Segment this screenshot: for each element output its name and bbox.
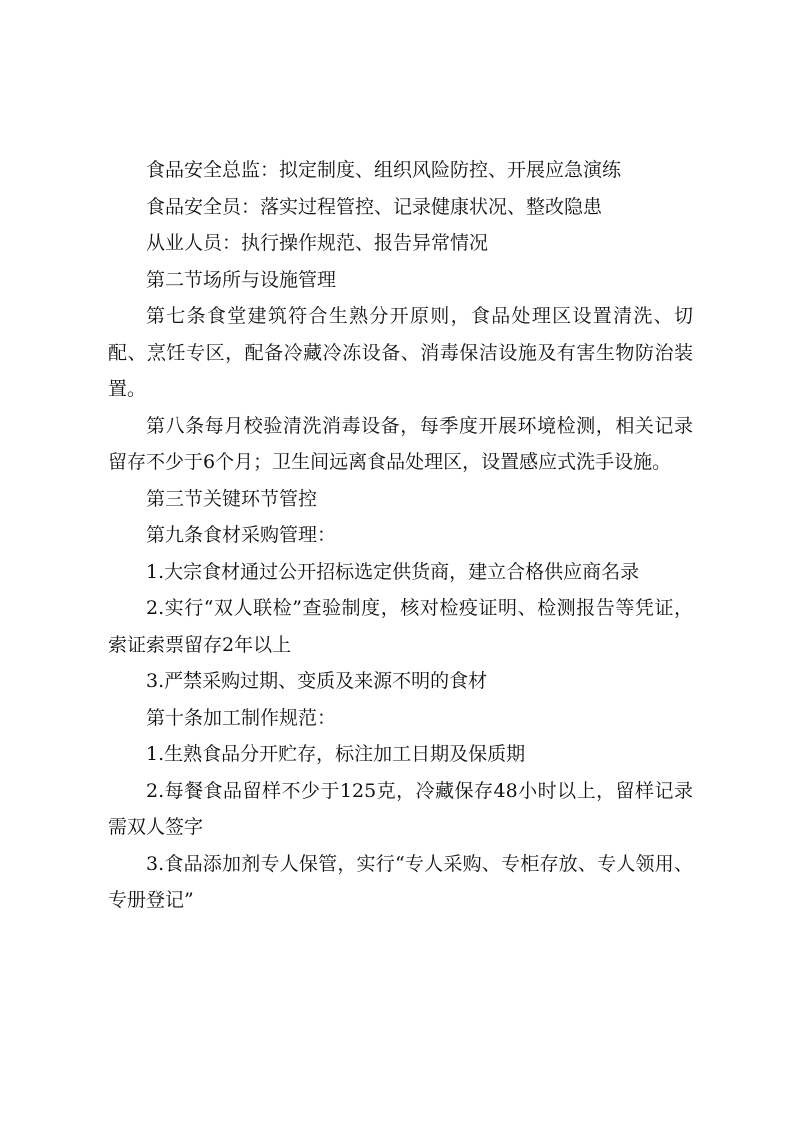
paragraph-food-safety-director: 食品安全总监：拟定制度、组织风险防控、开展应急演练	[146, 159, 622, 181]
paragraph-article-10-heading: 第十条加工制作规范：	[146, 706, 337, 729]
paragraph-article-9-heading: 第九条食材采购管理：	[146, 524, 337, 546]
section-heading-key-control: 第三节关键环节管控	[146, 487, 318, 510]
list-item-processing-1: 1.生熟食品分开贮存，标注加工日期及保质期	[146, 743, 526, 765]
list-item-processing-3: 3.食品添加剂专人保管，实行“专人采购、专柜存放、专人领用、专册登记”	[108, 852, 693, 911]
paragraph-article-8: 第八条每月校验清洗消毒设备，每季度开展环境检测，相关记录留存不少于6个月；卫生间远离食品处理区，设置感应式洗手设施。	[108, 414, 693, 473]
paragraph-article-7: 第七条食堂建筑符合生熟分开原则，食品处理区设置清洗、切配、烹饪专区，配备冷藏冷冻设备、消毒保洁设施及有害生物防治装置。	[108, 305, 693, 400]
document-body	[108, 152, 693, 919]
section-heading-facilities: 第二节场所与设施管理	[146, 268, 337, 291]
list-item-procurement-3: 3.严禁采购过期、变质及来源不明的食材	[146, 670, 488, 692]
paragraph-staff: 从业人员：执行操作规范、报告异常情况	[146, 232, 489, 254]
list-item-processing-2: 2.每餐食品留样不少于125克，冷藏保存48小时以上，留样记录需双人签字	[108, 779, 693, 838]
list-item-procurement-1: 1.大宗食材通过公开招标选定供货商，建立合格供应商名录	[146, 560, 640, 583]
list-item-procurement-2: 2.实行“双人联检”查验制度，核对检疫证明、检测报告等凭证，索证索票留存2年以上	[108, 597, 693, 656]
paragraph-food-safety-officer: 食品安全员：落实过程管控、记录健康状况、整改隐患	[146, 195, 603, 218]
